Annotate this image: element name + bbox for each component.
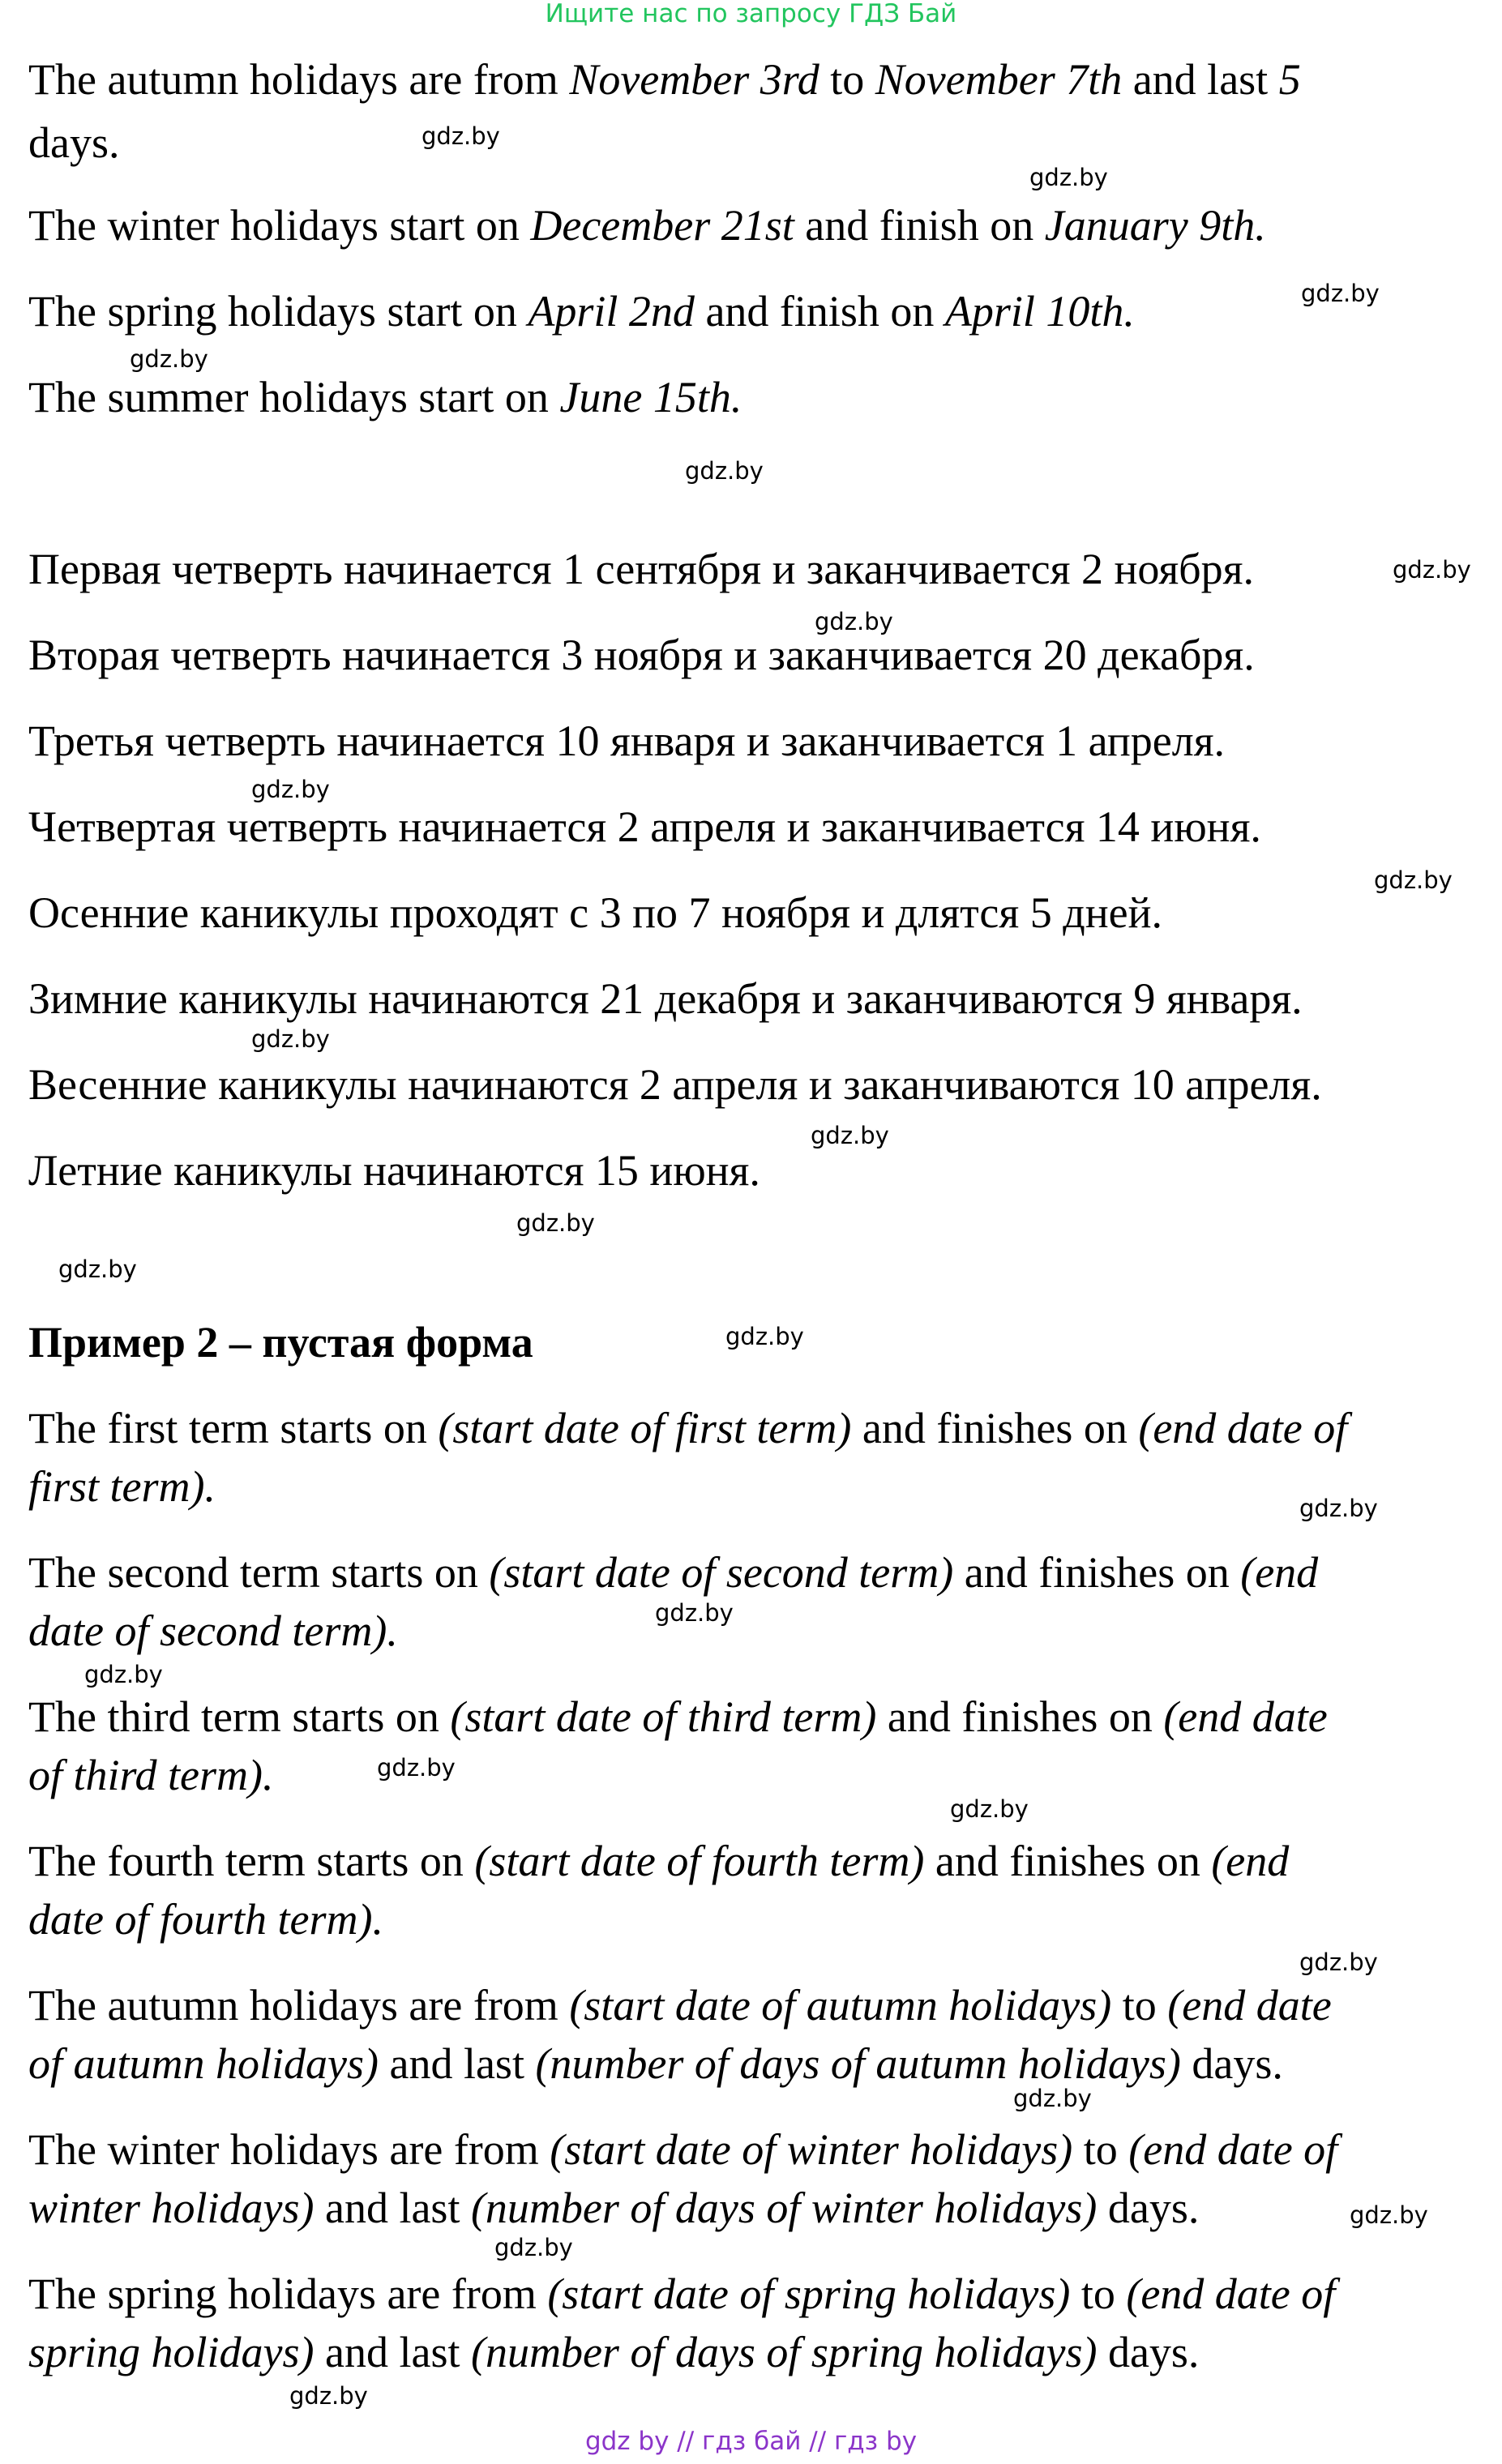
text-segment: and finishes on: [876, 1692, 1164, 1741]
italic-segment: June 15th.: [559, 373, 742, 421]
italic-segment: April 10th.: [944, 287, 1135, 336]
text-segment: and finishes on: [851, 1404, 1139, 1452]
italic-segment: (end date of: [1126, 2269, 1336, 2318]
italic-segment: (number of days of winter holidays): [470, 2184, 1098, 2232]
italic-segment: 5: [1278, 55, 1301, 104]
watermark: gdz.by: [251, 1025, 330, 1053]
text-line: [28, 1602, 398, 1660]
text-segment: and finish on: [694, 287, 945, 336]
watermark: gdz.by: [130, 345, 208, 373]
text-segment: The winter holidays are from: [28, 2125, 550, 2174]
watermark: gdz.by: [1301, 280, 1380, 307]
italic-segment: (start date of winter holidays): [550, 2125, 1073, 2174]
italic-segment: (end date of: [1138, 1404, 1348, 1452]
text-segment: The spring holidays start on: [28, 287, 528, 336]
italic-segment: (start date of third term): [450, 1692, 877, 1741]
text-line: [28, 2323, 1199, 2381]
italic-segment: (end date of: [1128, 2125, 1338, 2174]
text-segment: days.: [1180, 2039, 1283, 2088]
text-line: Весенние каникулы начинаются 2 апреля и заканчиваются 10 апреля.: [28, 1060, 1322, 1109]
italic-segment: April 2nd: [528, 287, 695, 336]
italic-segment: date of second term).: [28, 1606, 398, 1655]
italic-segment: (start date of first term): [438, 1404, 852, 1452]
italic-segment: (start date of second term): [489, 1548, 954, 1597]
text-segment: and last: [378, 2039, 536, 2088]
watermark: gdz.by: [1299, 1949, 1378, 1976]
watermark: gdz.by: [84, 1661, 163, 1688]
text-line: [28, 1832, 1289, 1890]
watermark: gdz.by: [1029, 164, 1108, 191]
watermark: gdz.by: [289, 2382, 368, 2410]
text-segment: The autumn holidays are from: [28, 1981, 570, 2030]
text-line: [28, 113, 119, 172]
text-line: [28, 1746, 273, 1804]
text-segment: to: [1072, 2125, 1129, 2174]
italic-segment: January 9th.: [1044, 201, 1266, 250]
text-line: [28, 282, 1135, 340]
watermark: gdz.by: [377, 1754, 456, 1782]
watermark: gdz.by: [58, 1256, 137, 1283]
text-line: Первая четверть начинается 1 сентября и заканчивается 2 ноября.: [28, 545, 1254, 593]
text-segment: to: [1111, 1981, 1168, 2030]
watermark: gdz.by: [1013, 2085, 1092, 2112]
watermark: gdz.by: [516, 1209, 595, 1237]
text-line: [28, 50, 1301, 109]
italic-segment: December 21st: [530, 201, 794, 250]
text-segment: The second term starts on: [28, 1548, 490, 1597]
text-line: Осенние каникулы проходят с 3 по 7 ноября и длятся 5 дней.: [28, 888, 1162, 937]
italic-segment: spring holidays): [28, 2328, 315, 2376]
text-segment: The summer holidays start on: [28, 373, 560, 421]
text-segment: and last: [1122, 55, 1279, 104]
watermark: gdz.by: [685, 457, 764, 485]
text-line: [28, 1399, 1347, 1457]
text-line: [28, 2179, 1199, 2237]
text-segment: to: [1070, 2269, 1127, 2318]
text-line: [28, 2120, 1337, 2179]
text-segment: The spring holidays are from: [28, 2269, 548, 2318]
italic-segment: of third term).: [28, 1751, 274, 1799]
italic-segment: (start date of autumn holidays): [569, 1981, 1112, 2030]
text-line: [28, 2265, 1335, 2323]
italic-segment: (number of days of spring holidays): [470, 2328, 1098, 2376]
text-segment: to: [819, 55, 875, 104]
text-line: [28, 196, 1266, 255]
italic-segment: (number of days of autumn holidays): [535, 2039, 1181, 2088]
text-segment: and finishes on: [924, 1837, 1212, 1885]
italic-segment: (end date: [1163, 1692, 1328, 1741]
text-segment: The autumn holidays are from: [28, 55, 570, 104]
footer-banner: gdz by // гдз бай // гдз by: [584, 2427, 918, 2456]
header-banner: Ищите нас по запросу ГДЗ Бай: [545, 0, 957, 28]
italic-segment: November 7th: [875, 55, 1123, 104]
watermark: gdz.by: [422, 122, 500, 150]
text-segment: The fourth term starts on: [28, 1837, 475, 1885]
text-line: Четвертая четверть начинается 2 апреля и заканчивается 14 июня.: [28, 802, 1261, 851]
text-line: [28, 1457, 216, 1516]
italic-segment: first term).: [28, 1462, 216, 1511]
italic-segment: (end date: [1167, 1981, 1332, 2030]
text-segment: and last: [314, 2328, 471, 2376]
watermark: gdz.by: [251, 776, 330, 803]
section-heading: Пример 2 – пустая форма: [28, 1318, 533, 1367]
italic-segment: (end: [1211, 1837, 1290, 1885]
text-line: [28, 2034, 1283, 2093]
text-segment: and last: [314, 2184, 471, 2232]
text-line: [28, 1543, 1318, 1602]
watermark: gdz.by: [494, 2234, 573, 2261]
watermark: gdz.by: [950, 1795, 1029, 1823]
text-line: [28, 1890, 383, 1949]
text-segment: The winter holidays start on: [28, 201, 531, 250]
text-line: [28, 368, 742, 426]
watermark: gdz.by: [655, 1599, 734, 1627]
text-segment: The third term starts on: [28, 1692, 451, 1741]
text-line: Третья четверть начинается 10 января и заканчивается 1 апреля.: [28, 717, 1226, 765]
italic-segment: (start date of spring holidays): [547, 2269, 1071, 2318]
italic-segment: (end: [1240, 1548, 1319, 1597]
italic-segment: of autumn holidays): [28, 2039, 379, 2088]
text-segment: The first term starts on: [28, 1404, 439, 1452]
text-segment: and finish on: [794, 201, 1045, 250]
text-segment: and finishes on: [953, 1548, 1241, 1597]
italic-segment: (start date of fourth term): [474, 1837, 925, 1885]
watermark: gdz.by: [1393, 556, 1471, 584]
text-line: [28, 1976, 1332, 2034]
text-line: Зимние каникулы начинаются 21 декабря и заканчиваются 9 января.: [28, 974, 1303, 1023]
italic-segment: November 3rd: [569, 55, 819, 104]
text-segment: days.: [1097, 2184, 1200, 2232]
text-line: Летние каникулы начинаются 15 июня.: [28, 1146, 760, 1195]
text-segment: days.: [28, 118, 120, 167]
text-line: [28, 1688, 1328, 1746]
italic-segment: winter holidays): [28, 2184, 315, 2232]
watermark: gdz.by: [1350, 2201, 1428, 2229]
italic-segment: date of fourth term).: [28, 1895, 383, 1944]
watermark: gdz.by: [1299, 1495, 1378, 1522]
watermark: gdz.by: [815, 608, 893, 635]
text-line: Вторая четверть начинается 3 ноября и заканчивается 20 декабря.: [28, 631, 1255, 679]
watermark: gdz.by: [811, 1122, 889, 1149]
text-segment: days.: [1097, 2328, 1200, 2376]
watermark: gdz.by: [725, 1323, 804, 1350]
watermark: gdz.by: [1374, 866, 1453, 894]
